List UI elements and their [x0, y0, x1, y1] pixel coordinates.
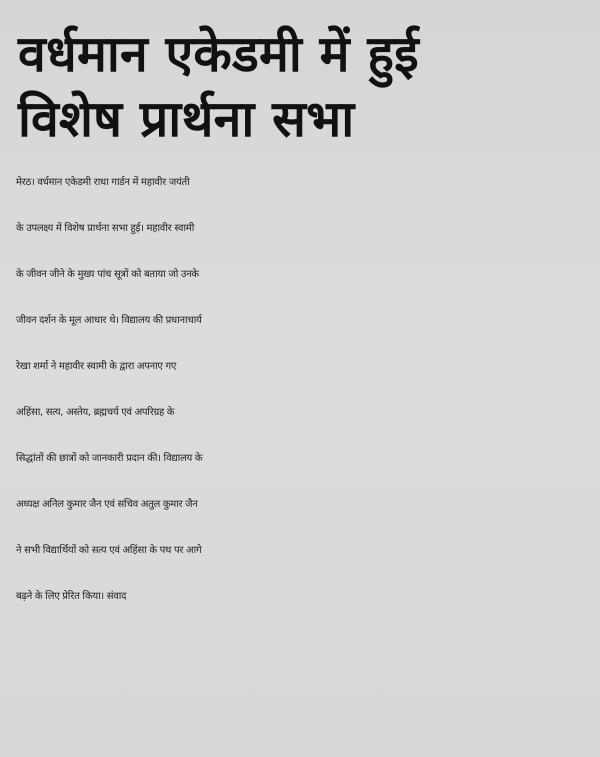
body-line: के जीवन जीने के मुख्य पांच सूत्रों को बताया जो उनके: [16, 269, 199, 280]
article-headline: [18, 22, 586, 152]
body-line: सिद्धांतों की छात्रों को जानकारी प्रदान की। विद्यालय के: [16, 453, 203, 464]
body-line: ने सभी विद्यार्थियों को सत्य एवं अहिंसा के पथ पर आगे: [16, 545, 202, 556]
headline-line: वर्धमान एकेडमी में हुई: [18, 25, 419, 83]
body-line: जीवन दर्शन के मूल आधार थे। विद्यालय की प्रधानाचार्य: [16, 315, 202, 326]
body-line: के उपलक्ष्य में विशेष प्रार्थना सभा हुई। महावीर स्वामी: [16, 223, 195, 234]
headline-line: विशेष प्रार्थना सभा: [18, 90, 355, 148]
body-line: अहिंसा, सत्य, अस्तेय, ब्रह्मचर्य एवं अपरिग्रह के: [16, 407, 175, 418]
body-line: मेरठ। वर्धमान एकेडमी राधा गार्डन में महावीर जयंती: [16, 177, 190, 188]
body-line: रेखा शर्मा ने महावीर स्वामी के द्वारा अपनाए गए: [16, 361, 177, 372]
body-line: अध्यक्ष अनिल कुमार जैन एवं सचिव अतुल कुमार जैन: [16, 499, 198, 510]
body-line: बढ़ने के लिए प्रेरित किया। संवाद: [16, 591, 127, 602]
article-body: [16, 160, 586, 620]
